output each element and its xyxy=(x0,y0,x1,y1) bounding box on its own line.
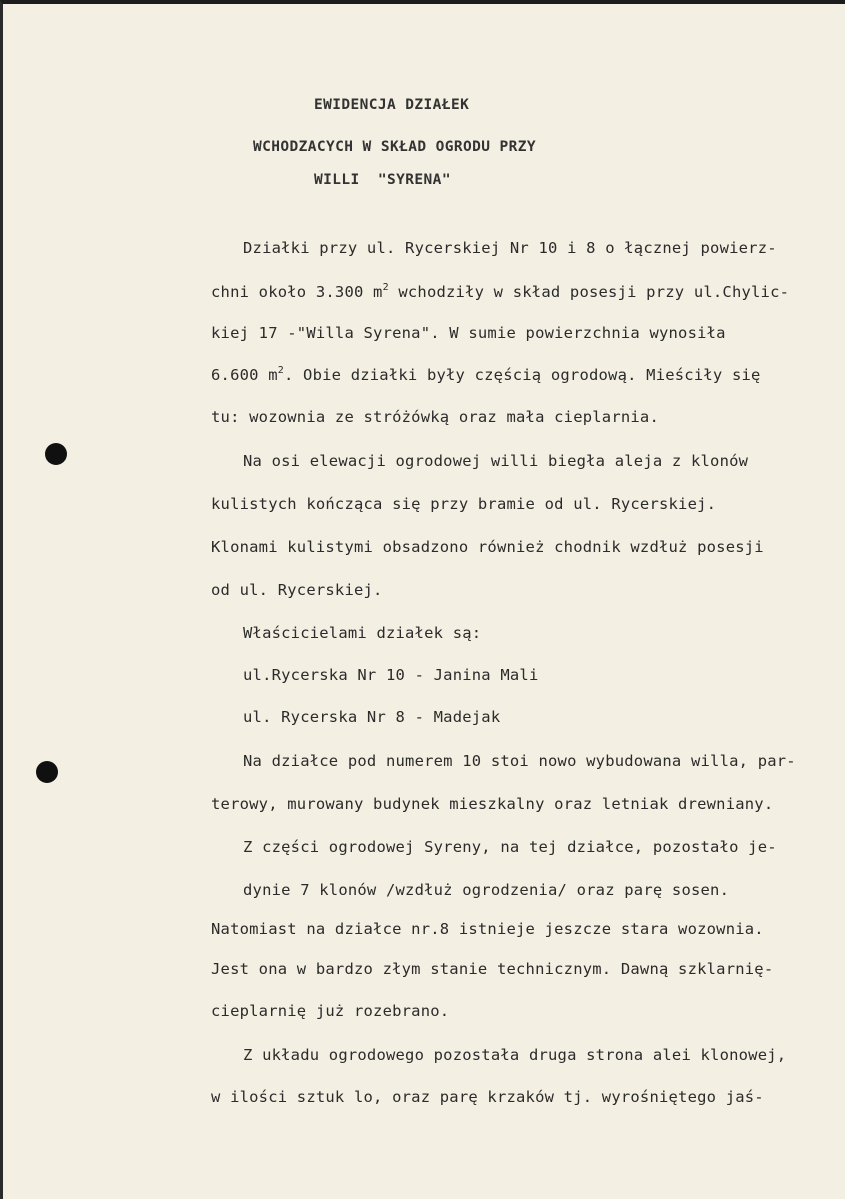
body-line: kulistych kończąca się przy bramie od ul. Rycerskiej. xyxy=(211,495,717,513)
body-line: dynie 7 klonów /wzdłuż ogrodzenia/ oraz parę sosen. xyxy=(243,881,730,899)
body-line: ul. Rycerska Nr 8 - Madejak xyxy=(243,708,501,726)
body-line: Na działce pod numerem 10 stoi nowo wybudowana willa, par- xyxy=(243,752,796,770)
body-line: kiej 17 -"Willa Syrena". W sumie powierzchnia wynosiła xyxy=(211,324,726,342)
body-line: od ul. Rycerskiej. xyxy=(211,581,383,599)
body-line: w ilości sztuk lo, oraz parę krzaków tj. wyrośniętego jaś- xyxy=(211,1088,764,1106)
body-line: Natomiast na działce nr.8 istnieje jeszcze stara wozownia. xyxy=(211,920,764,938)
body-line: Działki przy ul. Rycerskiej Nr 10 i 8 o łącznej powierz- xyxy=(243,239,777,257)
body-line: chni około 3.300 $m^2$ wchodziły w skład posesji przy ul.Chylic- xyxy=(211,282,790,301)
body-line: 6.600 $m^2$. Obie działki były częścią ogrodową. Mieściły się xyxy=(211,365,761,384)
heading-line-3: WILLI "SYRENA" xyxy=(314,172,451,188)
punch-hole xyxy=(45,443,67,465)
body-line: terowy, murowany budynek mieszkalny oraz letniak drewniany. xyxy=(211,795,774,813)
body-line: Z układu ogrodowego pozostała druga strona alei klonowej, xyxy=(243,1046,787,1064)
body-line: Na osi elewacji ogrodowej willi biegła aleja z klonów xyxy=(243,452,749,470)
body-line: ul.Rycerska Nr 10 - Janina Mali xyxy=(243,666,539,684)
body-line: Jest ona w bardzo złym stanie technicznym. Dawną szklarnię- xyxy=(211,960,774,978)
body-line: Klonami kulistymi obsadzono również chodnik wzdłuż posesji xyxy=(211,538,764,556)
body-line: tu: wozownia ze stróżówką oraz mała cieplarnia. xyxy=(211,408,659,426)
heading-line-1: EWIDENCJA DZIAŁEK xyxy=(314,97,470,113)
heading-line-2: WCHODZACYCH W SKŁAD OGRODU PRZY xyxy=(253,139,537,155)
body-line: Z części ogrodowej Syreny, na tej działce, pozostało je- xyxy=(243,838,777,856)
body-line: Właścicielami działek są: xyxy=(243,624,482,642)
body-line: cieplarnię już rozebrano. xyxy=(211,1002,450,1020)
punch-hole xyxy=(36,761,58,783)
